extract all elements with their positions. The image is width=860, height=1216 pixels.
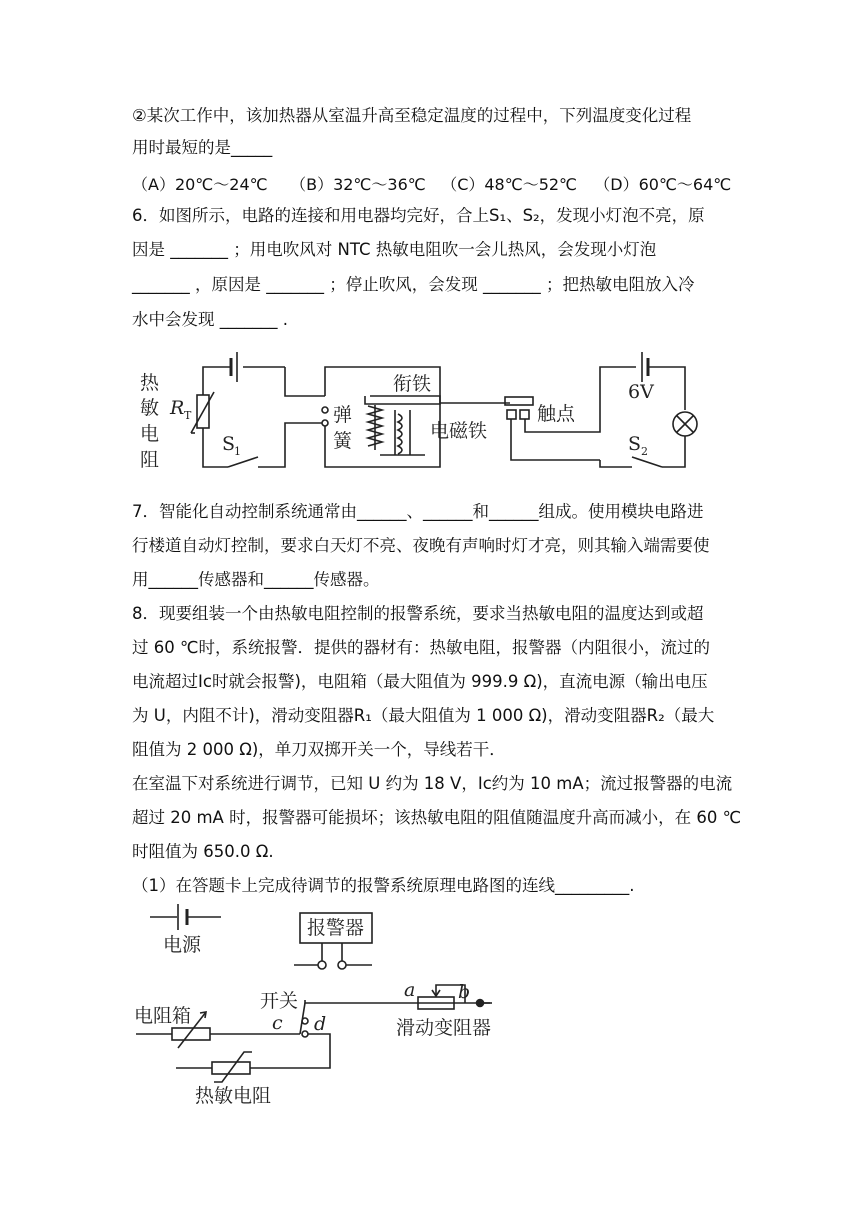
rheostat-label: 滑动变阻器	[396, 1018, 492, 1039]
q8-line-2: 过 60 ℃时，系统报警．提供的器材有：热敏电阻，报警器（内阻很小，流过的	[132, 638, 711, 657]
q8-line-8: 时阻值为 650.0 Ω.	[132, 842, 274, 861]
q8-line-3: 电流超过Ic时就会报警)，电阻箱（最大阻值为 999.9 Ω)，直流电源（输出电压	[132, 672, 708, 691]
thermistor-label-1: 热	[140, 373, 160, 394]
thermistor-label-4: 阻	[140, 450, 160, 471]
q7-line-3: 用______传感器和______传感器。	[132, 570, 380, 589]
spring-label-1: 弹	[333, 405, 353, 426]
terminal-a-label: a	[404, 979, 416, 1001]
option-d: （D）60℃～64℃	[594, 175, 732, 194]
s1-subscript: 1	[234, 445, 241, 458]
q8-sub-question-1: （1）在答题卡上完成待调节的报警系统原理电路图的连线_________.	[132, 876, 635, 895]
q5-line-2: 用时最短的是_____	[132, 138, 273, 157]
q8-line-6: 在室温下对系统进行调节，已知 U 约为 18 V，Ic约为 10 mA；流过报警器的电流	[132, 774, 733, 793]
terminal-b-label: b	[458, 981, 471, 1003]
q6-line-3: _______ ，原因是 _______ ；停止吹风，会发现 _______ ；把热敏电阻放入冷	[132, 275, 695, 294]
alarm-label: 报警器	[307, 918, 365, 939]
q8-line-5: 阻值为 2 000 Ω)，单刀双掷开关一个，导线若干．	[132, 740, 506, 759]
q8-line-4: 为 U，内阻不计)，滑动变阻器R₁（最大阻值为 1 000 Ω)，滑动变阻器R₂（最大	[132, 706, 715, 725]
switch-label: 开关	[260, 991, 299, 1012]
power-label: 电源	[163, 935, 202, 956]
terminal-d-label: d	[314, 1013, 327, 1035]
voltage-label: 6V	[628, 381, 654, 403]
q7-line-2: 行楼道自动灯控制，要求白天灯不亮、夜晚有声响时灯才亮，则其输入端需要使	[132, 536, 710, 555]
option-b: （B）32℃～36℃	[290, 175, 426, 194]
q5-line-1: ②某次工作中，该加热器从室温升高至稳定温度的过程中，下列温度变化过程	[132, 106, 692, 125]
option-c: （C）48℃～52℃	[441, 175, 578, 194]
terminal-c-label: c	[272, 1012, 283, 1034]
q6-line-2: 因是 _______ ；用电吹风对 NTC 热敏电阻吹一会儿热风，会发现小灯泡	[132, 240, 657, 259]
rt-subscript: T	[184, 409, 192, 422]
s2-subscript: 2	[641, 445, 648, 458]
option-a: （A）20℃～24℃	[132, 175, 268, 194]
thermistor-label: 热敏电阻	[195, 1086, 272, 1107]
rt-label: R	[170, 397, 185, 419]
thermistor-label-3: 电	[140, 424, 160, 445]
spring-label-2: 簧	[333, 431, 353, 452]
s2-label: S	[628, 433, 642, 455]
q7-line-1: 7．智能化自动控制系统通常由______、______和______组成。使用模块电路进	[132, 502, 704, 521]
electromagnet-label: 电磁铁	[430, 421, 488, 442]
q8-line-7: 超过 20 mA 时，报警器可能损坏；该热敏电阻的阻值随温度升高而减小，在 60 ℃	[132, 808, 742, 827]
resistor-box-label: 电阻箱	[134, 1006, 192, 1027]
q6-line-4: 水中会发现 _______ .	[132, 310, 288, 329]
contact-label: 触点	[537, 404, 576, 425]
q6-line-1: 6．如图所示，电路的连接和用电器均完好，合上S₁、S₂，发现小灯泡不亮，原	[132, 206, 705, 225]
s1-label: S	[222, 433, 236, 455]
thermistor-label-2: 敏	[140, 398, 160, 419]
armature-label: 衔铁	[393, 374, 432, 395]
q8-line-1: 8．现要组装一个由热敏电阻控制的报警系统，要求当热敏电阻的温度达到或超	[132, 604, 704, 623]
